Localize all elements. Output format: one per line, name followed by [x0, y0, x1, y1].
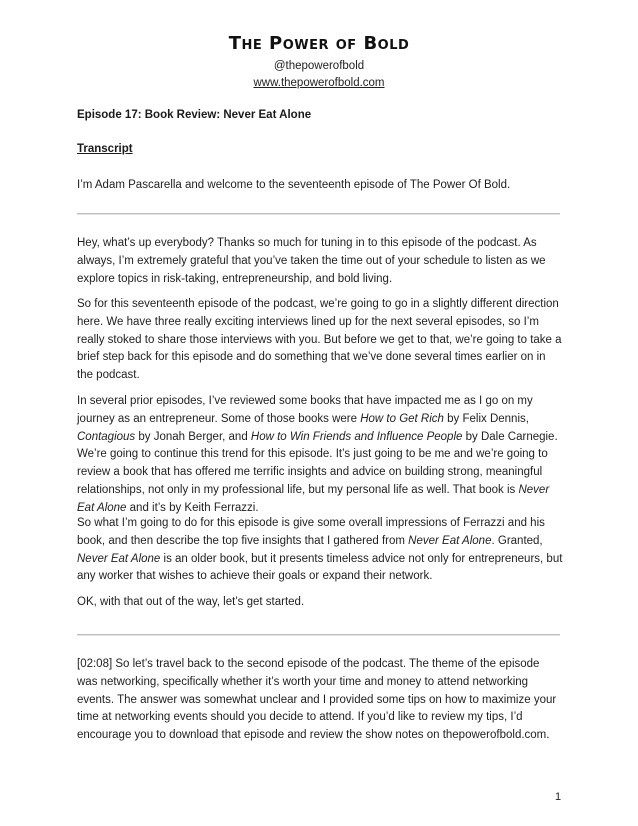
paragraph-1: Hey, what’s up everybody? Thanks so much for tuning in to this episode of the podcast. As always, I’m extremely grateful that you’ve taken the time out of your schedule to listen as we explore topics in risk-taking, entrepreneurship, and bold living.: [77, 237, 546, 285]
paragraph-4-text: . Granted,: [491, 534, 543, 547]
paragraph-5: OK, with that out of the way, let’s get started.: [77, 596, 305, 608]
paragraph-3-text: In several prior episodes, I’ve reviewed some books that have impacted me as I go on my journey as an entrepreneur. Some of those books were: [77, 395, 533, 425]
intro-paragraph: I’m Adam Pascarella and welcome to the seventeenth episode of The Power Of Bold.: [77, 179, 511, 191]
paragraph-2: So for this seventeenth episode of the podcast, we’re going to go in a slightly different direction here. We have three really exciting interviews lined up for the next several episodes, so I’m really stoked to share those interviews with you. But before we get to that, we’re going to take a brief step back for this episode and do something that we’ve done several times earlier on in the podcast.: [77, 298, 562, 382]
book-title-never-eat-alone: Never Eat Alone: [77, 552, 161, 565]
book-title-never-eat-alone: Never Eat Alone: [408, 534, 492, 547]
book-title-contagious: Contagious: [77, 430, 136, 443]
book-title-how-to-get-rich: How to Get Rich: [360, 412, 444, 425]
paragraph-3-text: and it’s by Keith Ferrazzi.: [126, 501, 259, 514]
book-title-how-to-win-friends: How to Win Friends and Influence People: [250, 430, 463, 443]
website-link[interactable]: www.thepowerofbold.com: [253, 77, 385, 89]
podcast-title: The Power of Bold: [228, 33, 410, 54]
paragraph-6: [02:08] So let’s travel back to the second episode of the podcast. The theme of the episode was networking, specifically whether it’s worth your time and money to attend networking events. The answer was somewhat unclear and I provided some tips on how to maximize your time at networking events should you decide to attend. If you’d like to review my tips, I’d encourage you to download that episode and review the show notes on thepowerofbold.com.: [77, 658, 557, 742]
paragraph-3-text: by Felix Dennis,: [443, 412, 529, 425]
section-divider: [77, 213, 560, 214]
paragraph-3: [77, 393, 563, 518]
page-number: 1: [555, 791, 562, 803]
paragraph-3-text: by Dale Carnegie. We’re going to continue this trend for this episode. It’s just going to be me and we’re going to review a book that has offered me terrific insights and advice on building strong, meaningful relationships, not only in my professional life, but my personal life as well. That book is: [77, 430, 558, 496]
episode-title: Episode 17: Book Review: Never Eat Alone: [77, 109, 312, 121]
paragraph-3-text: by Jonah Berger, and: [135, 430, 251, 443]
book-title-never-eat-alone: Never Eat Alone: [77, 483, 550, 514]
paragraph-4-text: is an older book, but it presents timeless advice not only for entrepreneurs, but any worker that wishes to achieve their goals or expand their network.: [77, 552, 563, 583]
website-link-line: [0, 77, 638, 89]
section-divider: [77, 634, 560, 635]
transcript-heading: Transcript: [77, 143, 133, 155]
paragraph-4-text: So what I’m going to do for this episode is give some overall impressions of Ferrazzi and his book, and then describe the top five insights that I gathered from: [77, 517, 545, 547]
social-handle: @thepowerofbold: [273, 60, 365, 72]
paragraph-4: [77, 515, 563, 586]
